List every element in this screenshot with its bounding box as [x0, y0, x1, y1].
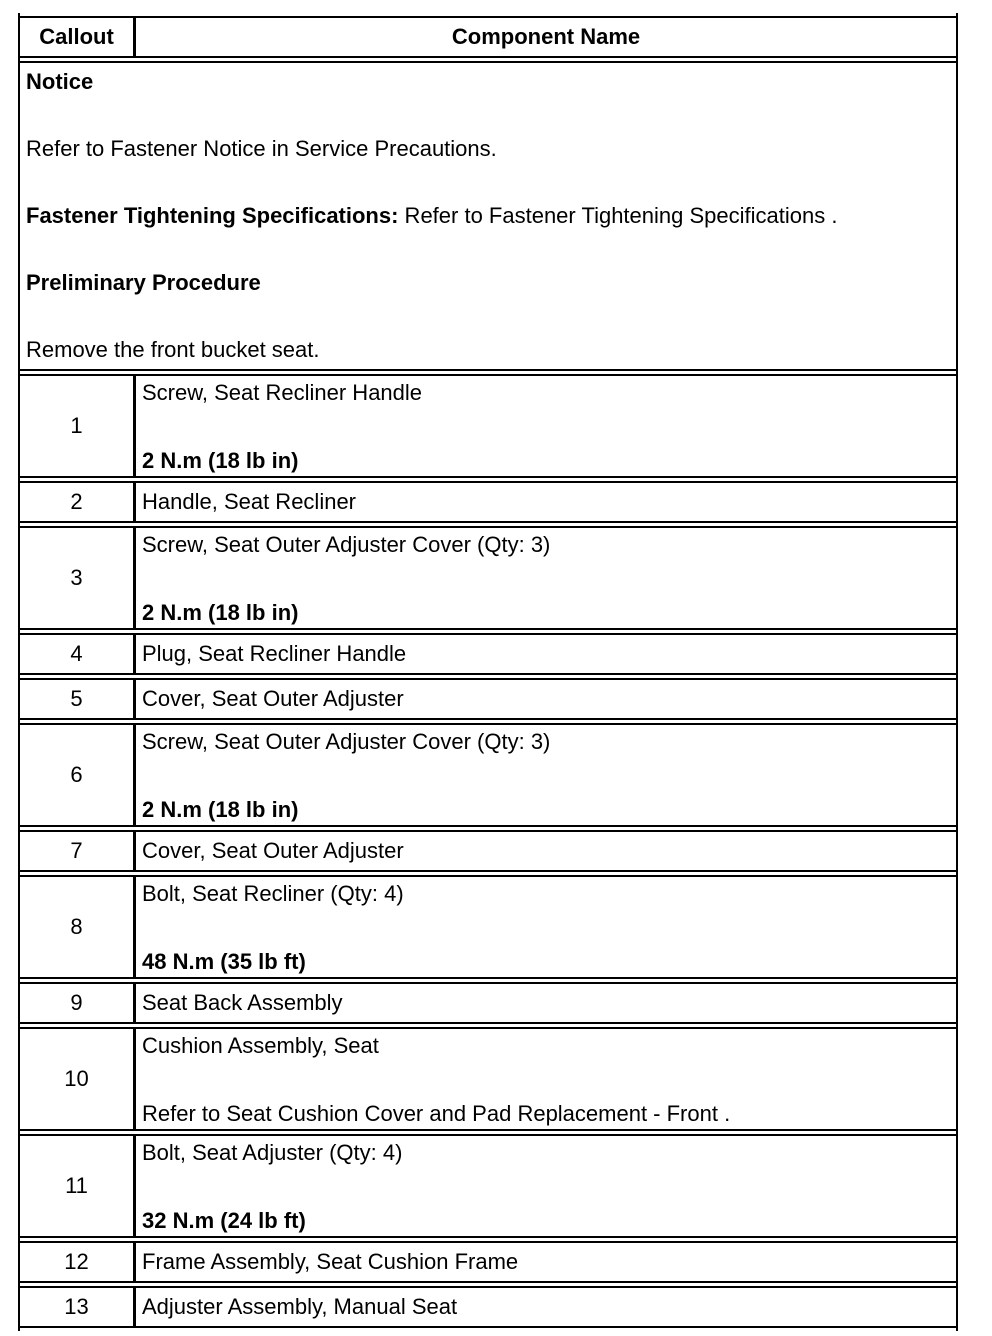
torque-spec: 48 N.m (35 lb ft)	[142, 949, 306, 974]
callout-column-header: Callout	[20, 16, 136, 58]
torque-spec: 32 N.m (24 lb ft)	[142, 1208, 306, 1233]
callout-number: 6	[20, 723, 136, 827]
torque-spec: 2 N.m (18 lb in)	[142, 600, 299, 625]
component-name: Adjuster Assembly, Manual Seat	[136, 1286, 956, 1328]
callout-number: 1	[20, 374, 136, 478]
component-name: Bolt, Seat Recliner (Qty: 4)	[142, 881, 404, 906]
callout-number: 4	[20, 633, 136, 675]
fastener-spec-label: Fastener Tightening Specifications:	[26, 203, 399, 228]
component-name-cell	[136, 374, 956, 478]
cross-reference-link[interactable]: Refer to Seat Cushion Cover and Pad Replacement - Front .	[142, 1101, 731, 1126]
callout-number: 12	[20, 1241, 136, 1283]
notice-title: Notice	[26, 69, 94, 94]
notice-row	[20, 61, 956, 371]
component-name: Cover, Seat Outer Adjuster	[136, 830, 956, 872]
table-row	[20, 678, 956, 720]
callout-number: 13	[20, 1286, 136, 1328]
component-name: Screw, Seat Recliner Handle	[142, 380, 423, 405]
callout-number: 7	[20, 830, 136, 872]
table-row	[20, 374, 956, 478]
torque-spec: 2 N.m (18 lb in)	[142, 797, 299, 822]
callout-number: 9	[20, 982, 136, 1024]
table-row	[20, 982, 956, 1024]
table-row	[20, 1027, 956, 1131]
component-name: Frame Assembly, Seat Cushion Frame	[136, 1241, 956, 1283]
component-name: Handle, Seat Recliner	[136, 481, 956, 523]
components-table	[18, 13, 958, 1331]
notice-text: Refer to Fastener Notice in Service Precautions.	[26, 136, 497, 161]
table-row	[20, 723, 956, 827]
component-name: Bolt, Seat Adjuster (Qty: 4)	[142, 1140, 403, 1165]
component-name-cell	[136, 526, 956, 630]
component-name-cell	[136, 875, 956, 979]
component-name: Cover, Seat Outer Adjuster	[136, 678, 956, 720]
fastener-spec-text: Refer to Fastener Tightening Specifications .	[398, 203, 838, 228]
table-row	[20, 633, 956, 675]
table-header-row	[20, 16, 956, 58]
component-name-column-header: Component Name	[136, 16, 956, 58]
callout-number: 8	[20, 875, 136, 979]
torque-spec: 2 N.m (18 lb in)	[142, 448, 299, 473]
component-name: Screw, Seat Outer Adjuster Cover (Qty: 3)	[142, 532, 551, 557]
component-name: Plug, Seat Recliner Handle	[136, 633, 956, 675]
callout-number: 2	[20, 481, 136, 523]
component-name: Seat Back Assembly	[136, 982, 956, 1024]
fastener-spec-line	[26, 203, 950, 229]
callout-number: 3	[20, 526, 136, 630]
callout-number: 11	[20, 1134, 136, 1238]
preliminary-procedure-title: Preliminary Procedure	[26, 270, 261, 295]
table-row	[20, 481, 956, 523]
callout-number: 10	[20, 1027, 136, 1131]
table-row	[20, 875, 956, 979]
table-row	[20, 1286, 956, 1328]
table-row	[20, 830, 956, 872]
table-row	[20, 526, 956, 630]
preliminary-procedure-text: Remove the front bucket seat.	[26, 337, 320, 362]
notice-cell	[20, 61, 956, 371]
callout-number: 5	[20, 678, 136, 720]
component-name-cell	[136, 1134, 956, 1238]
table-row	[20, 1134, 956, 1238]
component-name: Screw, Seat Outer Adjuster Cover (Qty: 3)	[142, 729, 551, 754]
table-row	[20, 1241, 956, 1283]
component-name: Cushion Assembly, Seat	[142, 1033, 379, 1058]
component-name-cell	[136, 723, 956, 827]
components-table-wrapper	[18, 16, 958, 1331]
component-name-cell	[136, 1027, 956, 1131]
